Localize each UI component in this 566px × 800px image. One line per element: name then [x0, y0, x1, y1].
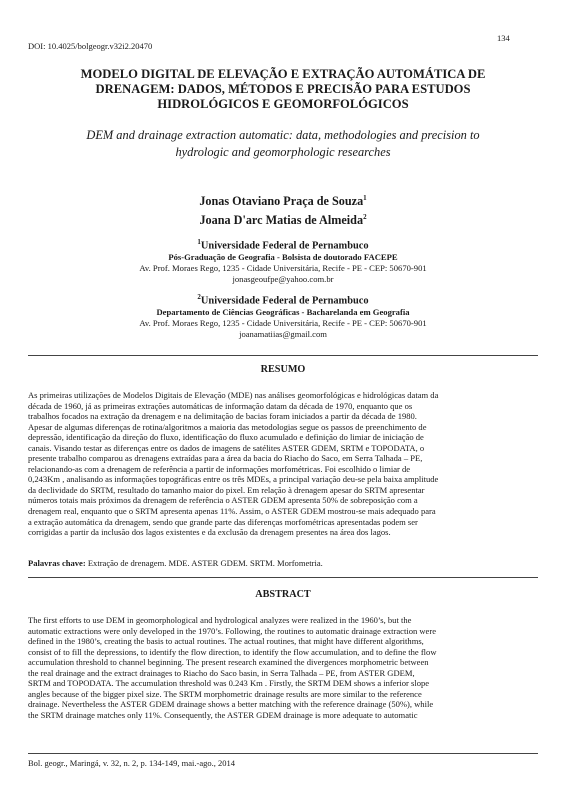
- abstract-body: [28, 615, 538, 720]
- institution-name: Universidade Federal de Pernambuco: [200, 295, 369, 307]
- institution-name: Universidade Federal de Pernambuco: [200, 240, 369, 252]
- affiliation-mark: 2: [197, 293, 201, 301]
- affiliation-mark: 1: [197, 238, 201, 246]
- resumo-line: As primeiras utilizações de Modelos Digitais de Elevação (MDE) nas análises geomorfológicas e hidrológicas datam da: [28, 390, 439, 400]
- affiliation-address: Av. Prof. Moraes Rego, 1235 - Cidade Universitária, Recife - PE - CEP: 50670-901: [139, 318, 427, 329]
- resumo-line: presente trabalho comparou as drenagens extraídas para a área da bacia do Riacho do Saco, em Serra Talhada – PE,: [28, 453, 423, 464]
- author-affiliation-mark: 2: [363, 213, 367, 222]
- abstract-line: the SRTM drainage matches only 11%. Consequently, the ASTER GDEM drainage is more adequate to automatic: [28, 709, 418, 720]
- author-name: Joana D'arc Matias de Almeida: [199, 213, 364, 228]
- abstract-line: The first efforts to use DEM in geomorphological and hydrological analyzes were realized in the 1960’s, but the: [28, 615, 412, 625]
- paper-subtitle: [40, 127, 526, 161]
- abstract-line: SRTM and TOPODATA. The accumulation threshold was 0.243 Km . Firstly, the SRTM DEM shows a inferior slope: [28, 678, 430, 689]
- title-line: HIDROLÓGICOS E GEOMORFOLÓGICOS: [157, 97, 409, 111]
- affiliation-institution: [60, 236, 506, 252]
- title-line: DRENAGEM: DADOS, MÉTODOS E PRECISÃO PARA ESTUDOS: [95, 82, 471, 96]
- subtitle-line: DEM and drainage extraction automatic: data, methodologies and precision to: [86, 128, 480, 142]
- resumo-line: a extração automática da drenagem, sendo que grande parte das diferenças morfométricas apresentadas podem ser: [28, 516, 418, 527]
- resumo-line: corrigidas a partir da inclusão dos lagos existentes e da exclusão da drenagem presentes na área dos lagos.: [28, 527, 391, 538]
- resumo-line: números totais mais próximos da drenagem de referência o ASTER GDEM apresenta 50% de sobreposição com a: [28, 495, 418, 506]
- resumo-line: relacionando-as com a drenagem de referência a partir de informações morfométricas. Foi escolhido o limiar de: [28, 463, 411, 474]
- resumo-line: Apesar de algumas diferenças de rotina/algoritmos a maioria das metodologias segue os passos de preenchimento de: [28, 421, 427, 432]
- affiliation-address: Av. Prof. Moraes Rego, 1235 - Cidade Universitária, Recife - PE - CEP: 50670-901: [139, 263, 427, 274]
- paper-title: [40, 67, 526, 112]
- keywords-text: Extração de drenagem. MDE. ASTER GDEM. SRTM. Morfometria.: [85, 558, 323, 568]
- title-line: MODELO DIGITAL DE ELEVAÇÃO E EXTRAÇÃO AUTOMÁTICA DE: [80, 67, 486, 81]
- author-list: [40, 190, 526, 228]
- page-number: 134: [497, 33, 510, 43]
- resumo-line: 0,243Km , analisando as informações topográficas entre os três MDEs, a principal variação deu-se pela baixa amplitude: [28, 474, 439, 485]
- author-1: [40, 190, 526, 209]
- resumo-line: da declividade do SRTM, resultado do tamanho maior do pixel. Em relação à drenagem apesar do SRTM apresentar: [28, 484, 425, 495]
- resumo-line: trabalhos focados na extração da drenagem e na delimitação de bacias foram iniciados a partir da década de 1980.: [28, 411, 417, 422]
- resumo-line: depressão, identificação da direção do fluxo, identificação do fluxo acumulado e definição do limiar de iniciação de: [28, 432, 424, 443]
- subtitle-line: hydrologic and geomorphologic researches: [175, 145, 391, 159]
- footer-citation: Bol. geogr., Maringá, v. 32, n. 2, p. 134-149, mai.-ago., 2014: [28, 758, 235, 768]
- section-divider: [28, 355, 538, 356]
- abstract-line: consist of to fill the depressions, to identify the flow direction, to identify the flow accumulation, and to define the flow: [28, 646, 437, 657]
- affiliation-department: Departamento de Ciências Geográficas - Bacharelanda em Geografia: [156, 307, 410, 318]
- affiliation-2: [60, 291, 506, 339]
- doi-line: DOI: 10.4025/bolgeogr.v32i2.20470: [28, 41, 153, 51]
- section-divider: [28, 577, 538, 578]
- resumo-heading: RESUMO: [260, 364, 306, 375]
- abstract-line: defined in the 1980’s, creating the basis to actual routines. The actual routines, that might have different algorithms,: [28, 636, 424, 647]
- author-name: Jonas Otaviano Praça de Souza: [199, 194, 364, 209]
- abstract-line: angles because of the bigger pixel size. The SRTM morphometric drainage results are more similar to the reference: [28, 688, 422, 699]
- author-affiliation-mark: 1: [363, 194, 367, 202]
- author-2: [40, 209, 526, 228]
- resumo-line: drenagem real, enquanto que o SRTM apresenta apenas 11%. Assim, o ASTER GDEM mostrou-se mais adequado para: [28, 506, 436, 517]
- keywords-label: Palavras chave:: [28, 558, 86, 568]
- abstract-line: the real drainage and the extract drainages to Riacho do Saco basin, in Serra Talhada – PE, from ASTER GDEM,: [28, 667, 415, 678]
- abstract-line: automatic extractions were only developed in the 1970’s. Following, the routines to automatic drainage extraction were: [28, 625, 436, 636]
- resumo-line: canais. Visando testar as diferenças entre os dados de imagens de satélites ASTER GDEM, SRTM e TOPODATA, o: [28, 442, 425, 453]
- resumo-body: [28, 390, 538, 538]
- abstract-heading: ABSTRACT: [255, 589, 311, 600]
- affiliation-email[interactable]: jonasgeoufpe@yahoo.com.br: [232, 273, 334, 284]
- affiliation-institution: [60, 291, 506, 307]
- abstract-line: accumulation threshold to channel beginning. The present research examined the divergences morphometric between: [28, 657, 429, 668]
- keywords: [28, 558, 538, 568]
- affiliation-email[interactable]: joanamatiias@gmail.com: [239, 328, 327, 339]
- resumo-line: década de 1960, já as primeiras extrações automáticas de informação datam da década de 1970, enquanto que os: [28, 400, 413, 411]
- footer-divider: [28, 753, 538, 754]
- affiliation-1: [60, 236, 506, 284]
- abstract-line: drainage. Nevertheless the ASTER GDEM drainage shows a better matching with the reference drainage (50%), while: [28, 699, 434, 710]
- affiliation-department: Pós-Graduação de Geografia - Bolsista de doutorado FACEPE: [168, 252, 398, 263]
